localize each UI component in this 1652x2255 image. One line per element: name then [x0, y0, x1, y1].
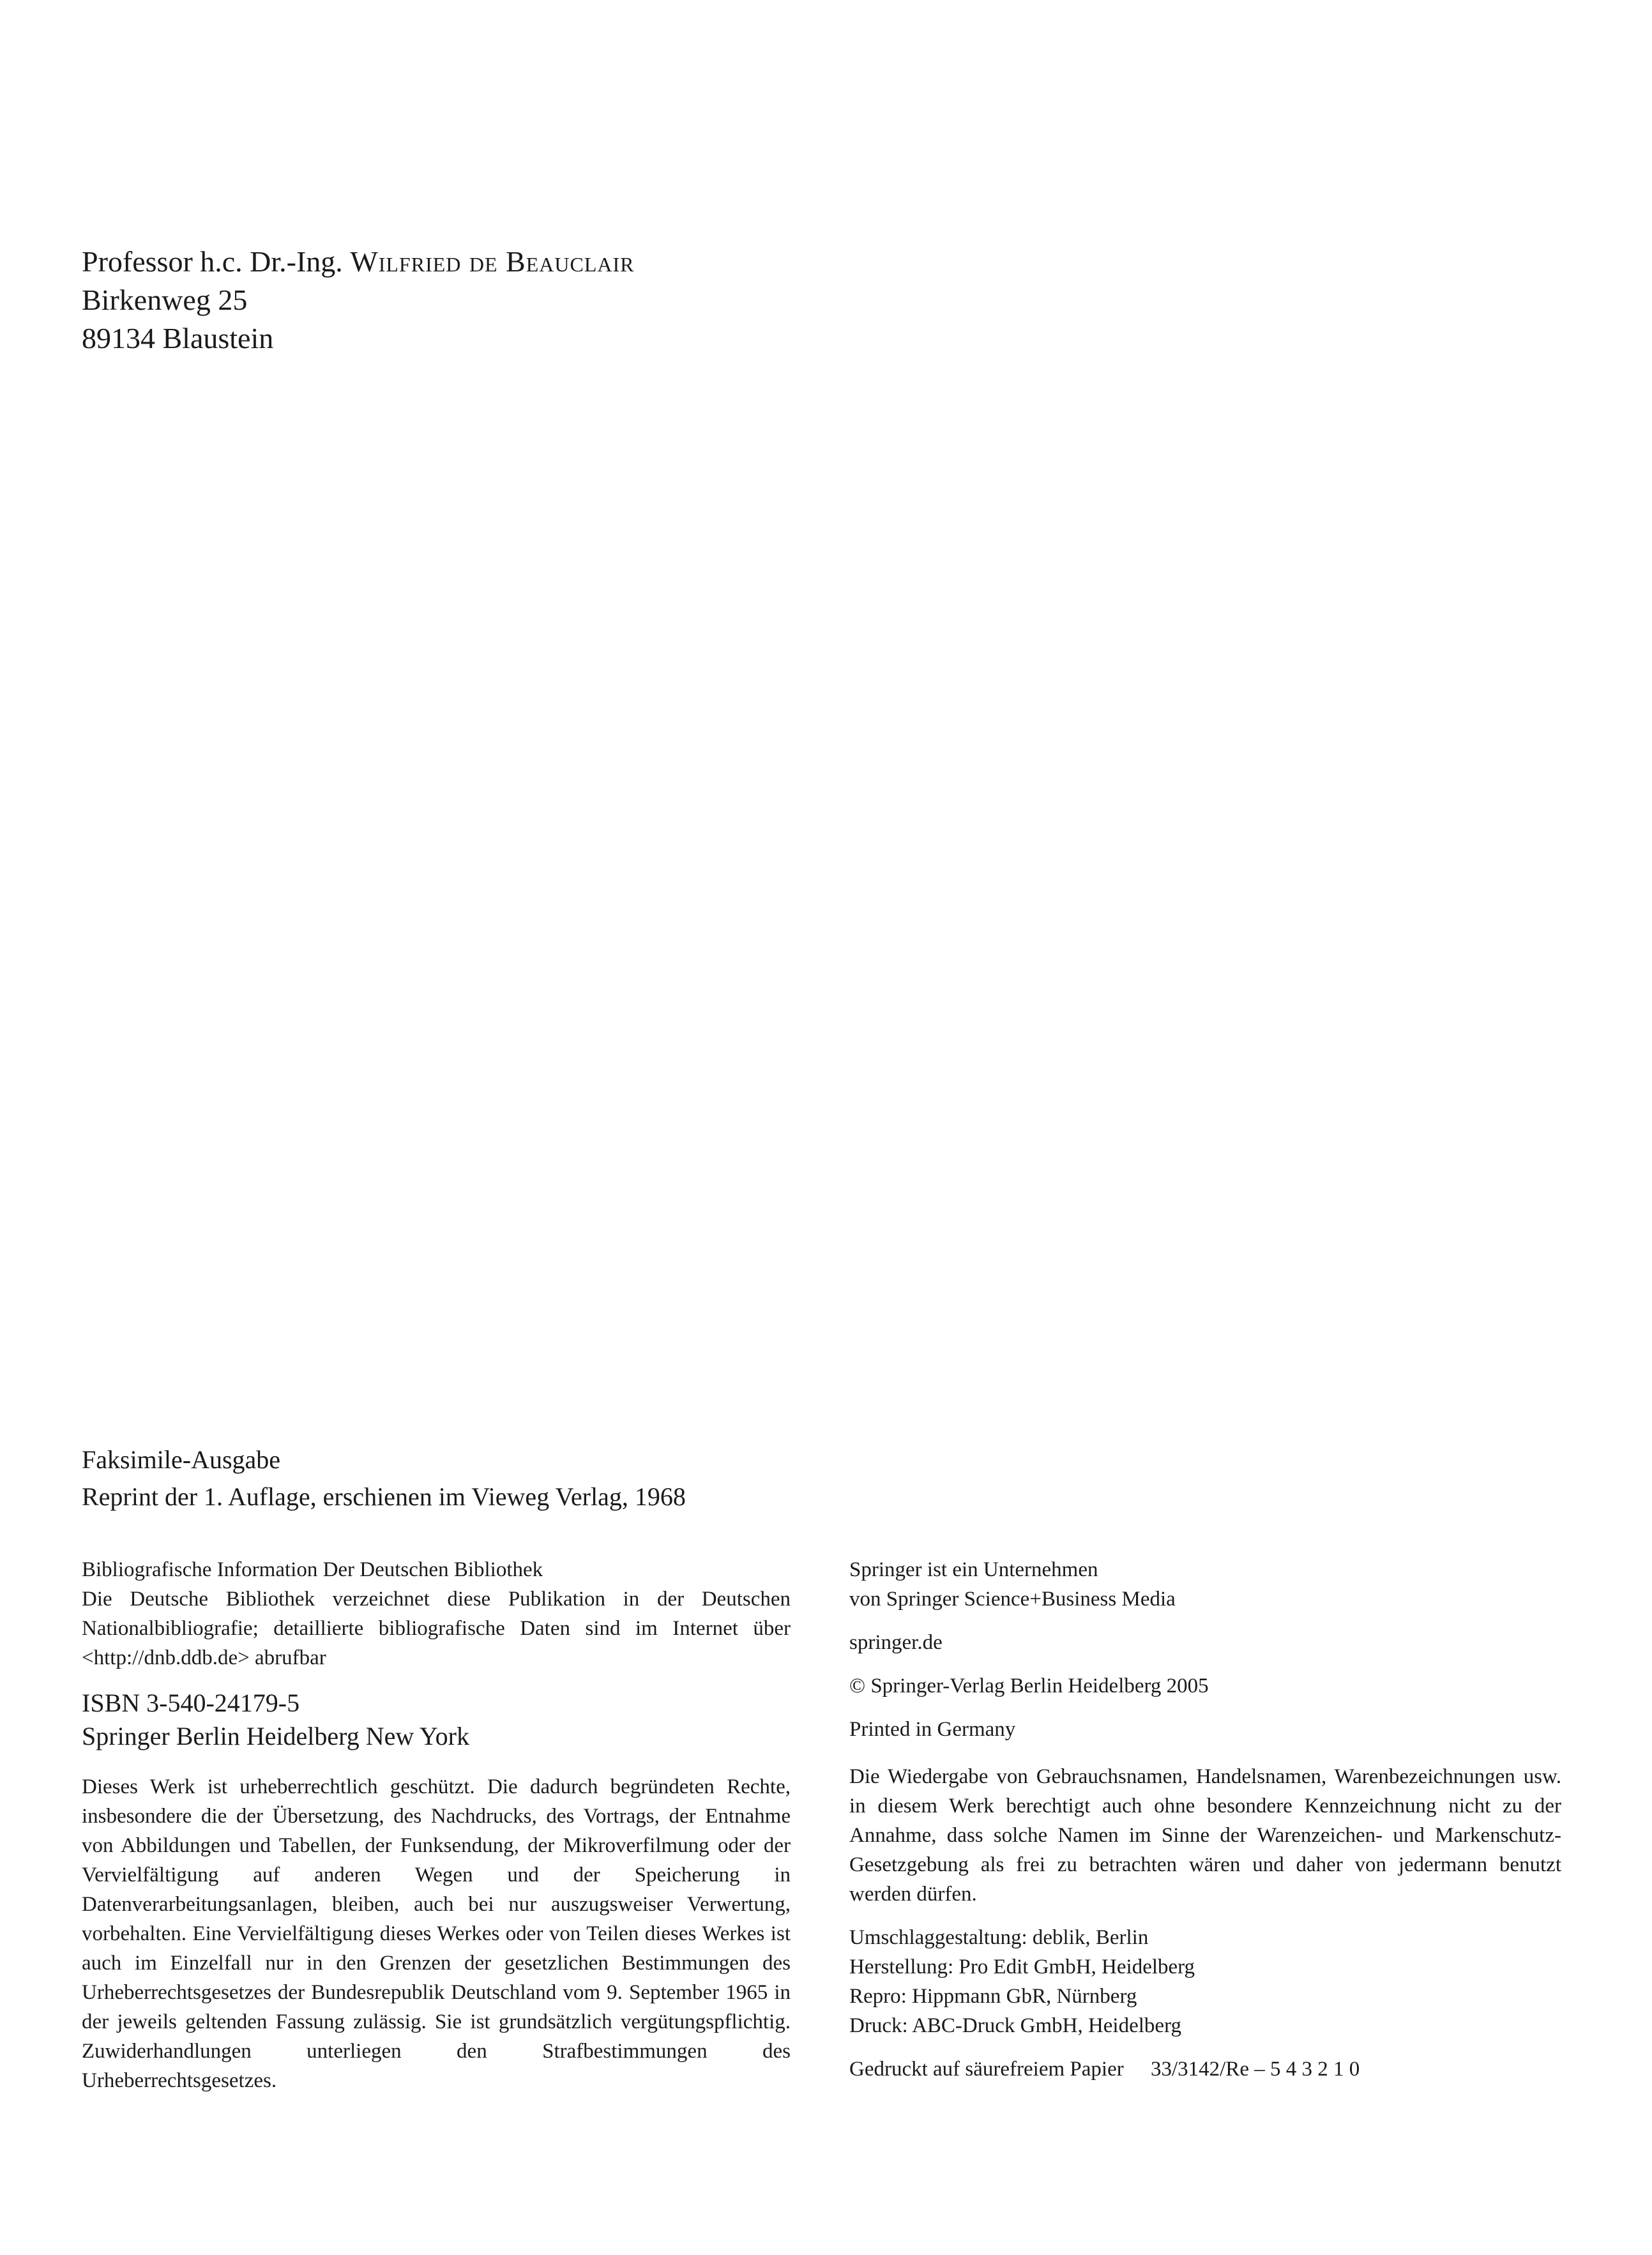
isbn: ISBN 3-540-24179-5: [82, 1689, 300, 1717]
copyright-notice: Dieses Werk ist urheberrechtlich geschützt. Die dadurch begründeten Rechte, insbesondere die der Übersetzung, des Nachdrucks, des Vortrags, der Entnahme von Abbildungen und Tabellen, der Funksendung, der Mikroverfilmung oder der Vervielfältigung auf anderen Wegen und der Speicherung in Datenverarbeitungsanlagen, bleiben, auch bei nur auszugsweiser Verwertung, vorbehalten. Eine Vervielfältigung dieses Werkes oder von Teilen dieses Werkes ist auch im Einzelfall nur in den Grenzen der gesetzlichen Bestimmungen des Urheberrechtsgesetzes der Bundesrepublik Deutschland vom 9. September 1965 in der jeweils geltenden Fassung zulässig. Sie ist grundsätzlich vergütungspflichtig. Zuwiderhandlungen unterliegen den Strafbestimmungen des Urheberrechtsgesetzes.: [82, 1775, 791, 2092]
credit-cover: Umschlaggestaltung: deblik, Berlin: [849, 1926, 1149, 1949]
credits-list: [849, 1923, 1561, 2040]
edition-reprint: Reprint der 1. Auflage, erschienen im Vieweg Verlag, 1968: [82, 1482, 686, 1511]
trademark-notice: Die Wiedergabe von Gebrauchsnamen, Handelsnamen, Warenbezeichnungen usw. in diesem Werk berechtigt auch ohne besondere Kennzeichnung nicht zu der Annahme, dass solche Namen im Sinne der Warenzeichen- und Markenschutz-Gesetzgebung als frei zu betrachten wären und daher von jedermann benutzt werden dürfen.: [849, 1765, 1561, 1906]
biblio-text: Die Deutsche Bibliothek verzeichnet diese Publikation in der Deutschen Nationalbibliografie; detaillierte bibliografische Daten sind im Internet über <http://dnb.ddb.de> abrufbar: [82, 1588, 791, 1669]
left-column: [82, 1555, 791, 2095]
edition-type: Faksimile-Ausgabe: [82, 1445, 281, 1474]
isbn-block: [82, 1687, 791, 1753]
publisher-line: Springer Berlin Heidelberg New York: [82, 1722, 469, 1750]
website: springer.de: [849, 1631, 943, 1654]
springer-company-line1: Springer ist ein Unternehmen: [849, 1558, 1098, 1581]
edition-info: [82, 1441, 686, 1515]
right-column: [849, 1555, 1561, 2084]
biblio-heading: Bibliografische Information Der Deutschen Bibliothek: [82, 1558, 543, 1581]
paper-note-line: [849, 2054, 1561, 2084]
author-city: 89134 Blaustein: [82, 322, 274, 354]
author-name: Wilfried de Beauclair: [350, 245, 635, 278]
copyright-line: © Springer-Verlag Berlin Heidelberg 2005: [849, 1674, 1209, 1697]
author-address: [82, 243, 635, 358]
credit-repro: Repro: Hippmann GbR, Nürnberg: [849, 1985, 1137, 2008]
author-title: Professor h.c. Dr.-Ing.: [82, 245, 343, 278]
author-name-line: [82, 243, 635, 281]
print-code: 33/3142/Re – 5 4 3 2 1 0: [1150, 2058, 1360, 2081]
springer-company-line2: von Springer Science+Business Media: [849, 1588, 1176, 1611]
printed-in: Printed in Germany: [849, 1718, 1016, 1741]
credit-print: Druck: ABC-Druck GmbH, Heidelberg: [849, 2014, 1181, 2037]
credit-production: Herstellung: Pro Edit GmbH, Heidelberg: [849, 1955, 1195, 1978]
paper-note: Gedruckt auf säurefreiem Papier: [849, 2058, 1124, 2081]
author-street: Birkenweg 25: [82, 284, 248, 316]
